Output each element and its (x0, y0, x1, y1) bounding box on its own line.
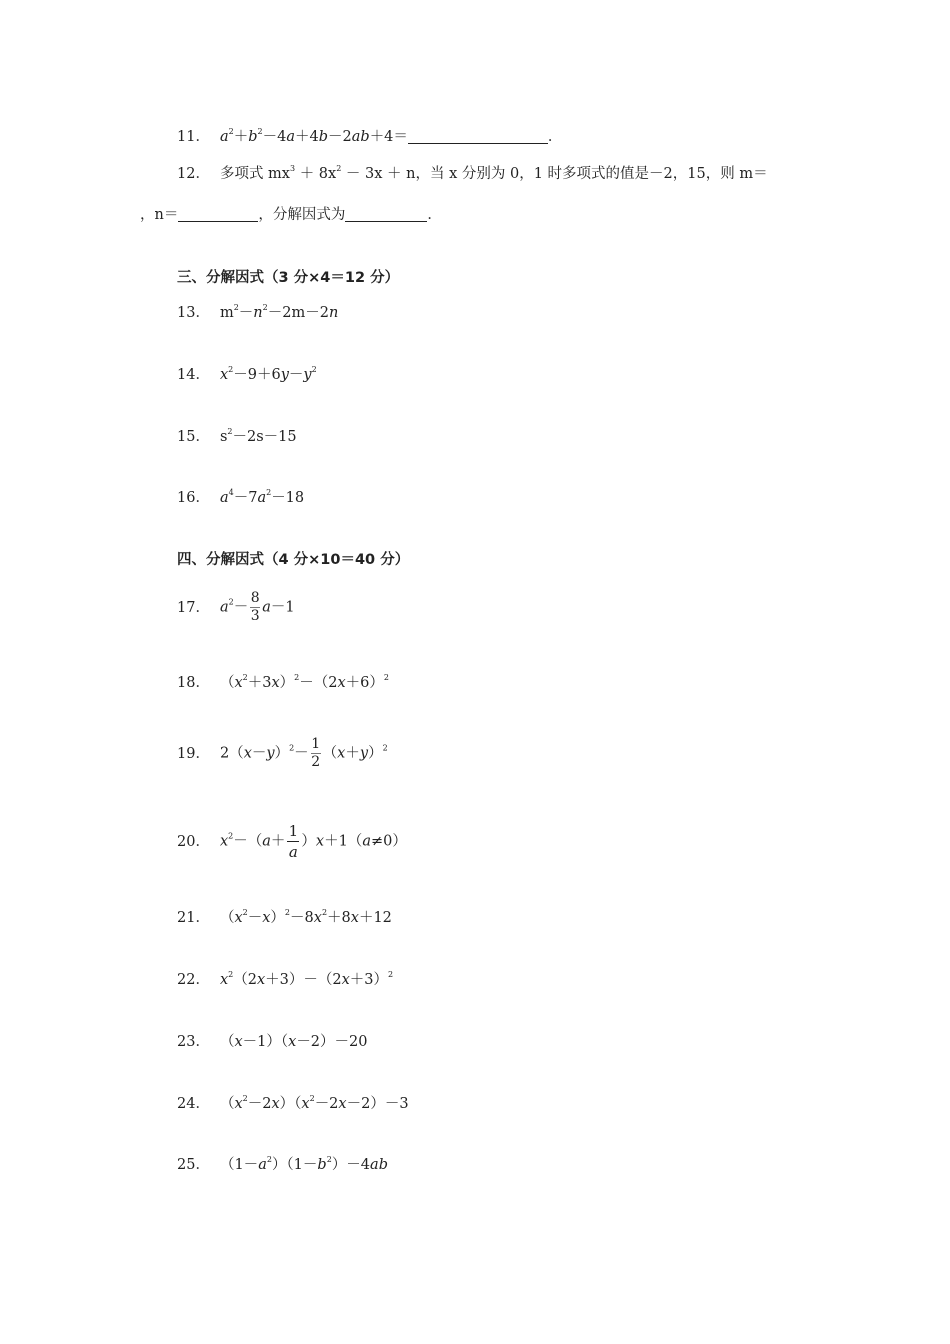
answer-blank-factor[interactable] (345, 207, 427, 222)
question-number: 12． (177, 166, 210, 182)
problem-21: 21． $(x^2-x)^2-8x^2+8x+12$ (177, 908, 392, 926)
problem-22: 22． $x^2(2x+3)-(2x+3)^2$ (177, 970, 394, 988)
section-3-heading: 三、分解因式（3 分×4＝12 分） (177, 270, 400, 286)
problem-24: 24． $(x^2-2x)(x^2-2x-2)-3$ (177, 1094, 409, 1112)
problem-18: 18． $(x^2+3x)^2-(2x+6)^2$ (177, 673, 389, 691)
question-12-line-2: ，n＝ ，分解因式为 ． (140, 207, 442, 223)
answer-blank-n[interactable] (178, 207, 258, 222)
problem-20: 20． $x^2-(a+$ $\frac{1}{a}$ ）x＋1（a≠0） (177, 822, 407, 861)
problem-15: 15． $s^2-2s-15$ (177, 427, 297, 445)
problem-19: 19． $2(x-y)^2-$ $\frac{1}{2}$ $(x+y)^2$ (177, 736, 388, 770)
problem-14: 14． $x^2-9+6y-y^2$ (177, 365, 317, 383)
problem-17: 17． $a^2-$ $\frac{8}{3}$ a－1 (177, 590, 295, 624)
question-12: 12． 多项式 $mx^3 + 8x^2 - 3x + n$，当 x 分别为 0，1 时多项式的值是－2，15，则 m＝ (177, 164, 768, 182)
problem-23: 23． （x－1）（x－2）－20 (177, 1034, 368, 1050)
fraction: $\frac{1}{a}$ (288, 822, 299, 861)
fraction: $\frac{1}{2}$ (311, 736, 321, 770)
problem-13: 13． $m^2-n^2-2m-2n$ (177, 303, 339, 321)
question-number: 11． (177, 129, 210, 145)
question-11: 11． $a^2+b^2-4a+4b-2ab+4=$ ． (177, 127, 563, 145)
section-4-heading: 四、分解因式（4 分×10＝40 分） (177, 552, 410, 568)
problem-25: 25． $(1-a^2)(1-b^2)-4ab$ (177, 1155, 388, 1173)
fraction: $\frac{8}{3}$ (250, 590, 260, 624)
answer-blank[interactable] (408, 129, 548, 144)
problem-16: 16． $a^4-7a^2-18$ (177, 488, 305, 506)
